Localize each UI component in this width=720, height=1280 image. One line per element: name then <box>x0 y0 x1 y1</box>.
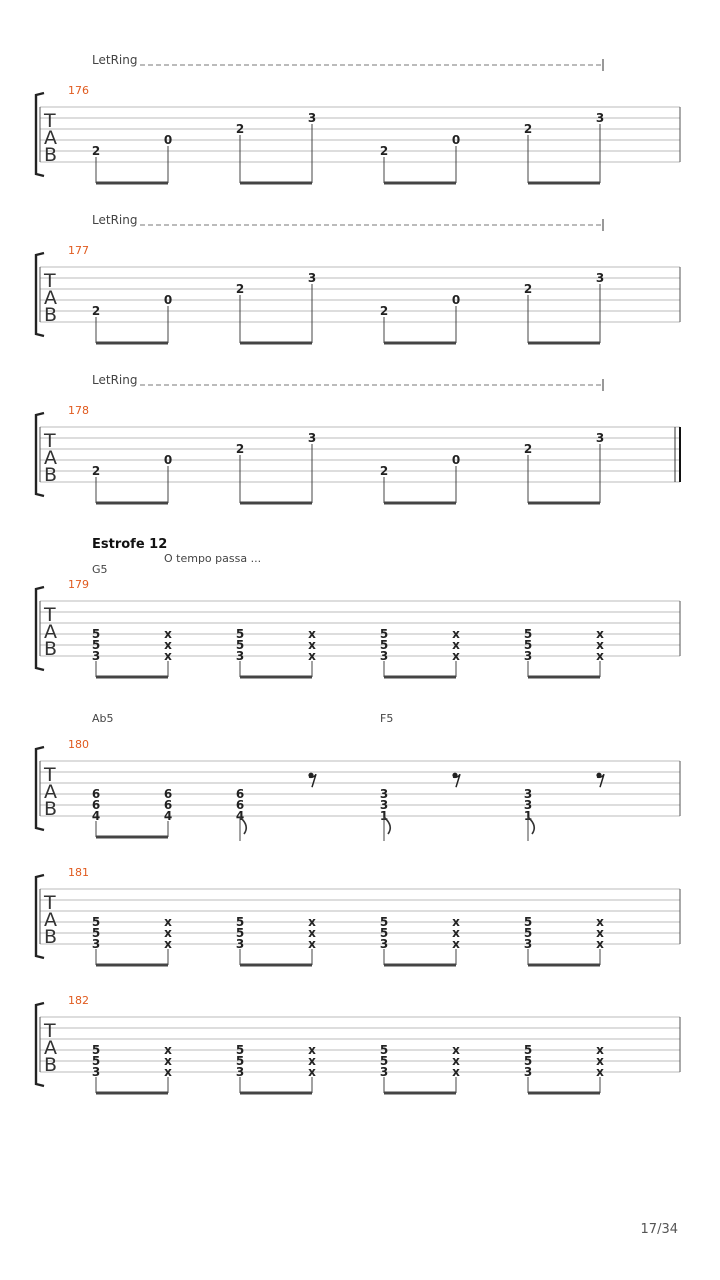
fret-number: 6 <box>235 787 245 801</box>
measure-number: 179 <box>68 578 89 591</box>
tab-system-176 <box>36 53 680 183</box>
tab-letter-a: A <box>44 909 57 931</box>
fret-number: 2 <box>91 144 101 158</box>
fret-number: 2 <box>235 282 245 296</box>
tab-system-180 <box>36 712 680 841</box>
fret-number: 5 <box>235 1054 245 1068</box>
dead-note: x <box>596 937 604 951</box>
tab-system-181 <box>36 866 680 965</box>
fret-number: 5 <box>379 926 389 940</box>
tab-letter-b: B <box>44 798 58 820</box>
eighth-rest <box>596 773 604 788</box>
dead-note: x <box>452 1054 460 1068</box>
dead-note: x <box>596 1054 604 1068</box>
tab-letter-b: B <box>44 638 58 660</box>
dead-note: x <box>164 1043 172 1057</box>
tab-system-177 <box>36 213 680 343</box>
fret-number: 2 <box>523 282 533 296</box>
tab-letter-b: B <box>44 926 58 948</box>
fret-number: 5 <box>523 1054 533 1068</box>
fret-number: 2 <box>91 464 101 478</box>
fret-number: 3 <box>235 937 245 951</box>
eighth-rest <box>308 773 316 788</box>
fret-number: 3 <box>523 1065 533 1079</box>
fret-number: 3 <box>379 649 389 663</box>
dead-note: x <box>596 1065 604 1079</box>
tab-system-182 <box>36 994 680 1093</box>
fret-number: 3 <box>523 798 533 812</box>
measure-number: 178 <box>68 404 89 417</box>
dead-note: x <box>164 1054 172 1068</box>
tab-letter-a: A <box>44 781 57 803</box>
fret-number: 2 <box>235 122 245 136</box>
fret-number: 4 <box>235 809 245 823</box>
dead-note: x <box>308 1054 316 1068</box>
fret-number: 3 <box>523 649 533 663</box>
fret-number: 3 <box>595 431 605 445</box>
fret-number: 3 <box>595 271 605 285</box>
fret-number: 5 <box>235 915 245 929</box>
fret-number: 5 <box>379 627 389 641</box>
fret-number: 6 <box>235 798 245 812</box>
let-ring-label: LetRing <box>92 53 138 67</box>
fret-number: 3 <box>235 649 245 663</box>
tab-letter-t: T <box>44 764 56 786</box>
tab-letter-t: T <box>44 430 56 452</box>
chord-name: Ab5 <box>92 712 114 725</box>
fret-number: 3 <box>523 937 533 951</box>
dead-note: x <box>164 649 172 663</box>
fret-number: 6 <box>163 787 173 801</box>
fret-number: 5 <box>523 926 533 940</box>
fret-number: 3 <box>379 798 389 812</box>
dead-note: x <box>308 627 316 641</box>
let-ring-label: LetRing <box>92 213 138 227</box>
dead-note: x <box>164 627 172 641</box>
dead-note: x <box>308 937 316 951</box>
fret-number: 3 <box>91 1065 101 1079</box>
tab-system-178 <box>36 373 680 503</box>
fret-number: 5 <box>91 926 101 940</box>
fret-number: 3 <box>91 649 101 663</box>
dead-note: x <box>452 627 460 641</box>
tab-letter-b: B <box>44 144 58 166</box>
fret-number: 5 <box>523 915 533 929</box>
dead-note: x <box>308 1065 316 1079</box>
fret-number: 5 <box>523 638 533 652</box>
tab-letter-a: A <box>44 287 57 309</box>
tab-letter-a: A <box>44 1037 57 1059</box>
fret-number: 3 <box>379 937 389 951</box>
measure-number: 182 <box>68 994 89 1007</box>
let-ring-label: LetRing <box>92 373 138 387</box>
fret-number: 0 <box>163 133 173 147</box>
chord-name: F5 <box>380 712 394 725</box>
tab-letter-b: B <box>44 1054 58 1076</box>
dead-note: x <box>596 627 604 641</box>
fret-number: 3 <box>307 431 317 445</box>
fret-number: 5 <box>523 627 533 641</box>
dead-note: x <box>164 1065 172 1079</box>
fret-number: 4 <box>91 809 101 823</box>
fret-number: 1 <box>379 809 389 823</box>
fret-number: 2 <box>379 464 389 478</box>
fret-number: 3 <box>307 111 317 125</box>
fret-number: 2 <box>523 122 533 136</box>
dead-note: x <box>308 649 316 663</box>
fret-number: 5 <box>91 627 101 641</box>
fret-number: 0 <box>163 293 173 307</box>
dead-note: x <box>308 1043 316 1057</box>
fret-number: 3 <box>379 1065 389 1079</box>
dead-note: x <box>452 1043 460 1057</box>
chord-name: G5 <box>92 563 108 576</box>
fret-number: 6 <box>91 798 101 812</box>
dead-note: x <box>596 638 604 652</box>
fret-number: 5 <box>235 638 245 652</box>
fret-number: 4 <box>163 809 173 823</box>
measure-number: 176 <box>68 84 89 97</box>
dead-note: x <box>308 915 316 929</box>
fret-number: 2 <box>91 304 101 318</box>
fret-number: 2 <box>523 442 533 456</box>
fret-number: 0 <box>451 293 461 307</box>
dead-note: x <box>308 638 316 652</box>
fret-number: 5 <box>91 1054 101 1068</box>
fret-number: 3 <box>595 111 605 125</box>
fret-number: 2 <box>235 442 245 456</box>
tab-letter-b: B <box>44 304 58 326</box>
fret-number: 5 <box>523 1043 533 1057</box>
dead-note: x <box>452 638 460 652</box>
measure-number: 180 <box>68 738 89 751</box>
tab-letter-t: T <box>44 892 56 914</box>
fret-number: 6 <box>163 798 173 812</box>
fret-number: 1 <box>523 809 533 823</box>
fret-number: 3 <box>235 1065 245 1079</box>
fret-number: 5 <box>235 926 245 940</box>
fret-number: 2 <box>379 144 389 158</box>
fret-number: 0 <box>451 133 461 147</box>
fret-number: 0 <box>451 453 461 467</box>
fret-number: 6 <box>91 787 101 801</box>
fret-number: 5 <box>91 915 101 929</box>
fret-number: 2 <box>379 304 389 318</box>
dead-note: x <box>452 1065 460 1079</box>
measure-number: 177 <box>68 244 89 257</box>
tab-system-179 <box>36 563 680 677</box>
tab-letter-b: B <box>44 464 58 486</box>
fret-number: 5 <box>379 915 389 929</box>
section-title: Estrofe 12 <box>92 537 168 552</box>
dead-note: x <box>164 915 172 929</box>
fret-number: 5 <box>235 627 245 641</box>
dead-note: x <box>164 937 172 951</box>
measure-number: 181 <box>68 866 89 879</box>
tab-letter-a: A <box>44 447 57 469</box>
dead-note: x <box>164 926 172 940</box>
dead-note: x <box>596 926 604 940</box>
dead-note: x <box>452 915 460 929</box>
lyric-text: O tempo passa ... <box>164 552 262 565</box>
dead-note: x <box>164 638 172 652</box>
fret-number: 3 <box>379 787 389 801</box>
fret-number: 3 <box>523 787 533 801</box>
fret-number: 5 <box>379 638 389 652</box>
dead-note: x <box>452 649 460 663</box>
fret-number: 5 <box>91 1043 101 1057</box>
tab-letter-t: T <box>44 270 56 292</box>
dead-note: x <box>452 926 460 940</box>
page-number: 17/34 <box>640 1222 678 1237</box>
fret-number: 0 <box>163 453 173 467</box>
tab-letter-t: T <box>44 1020 56 1042</box>
dead-note: x <box>452 937 460 951</box>
tab-letter-a: A <box>44 621 57 643</box>
dead-note: x <box>596 1043 604 1057</box>
fret-number: 5 <box>91 638 101 652</box>
dead-note: x <box>596 649 604 663</box>
tab-letter-a: A <box>44 127 57 149</box>
fret-number: 5 <box>379 1043 389 1057</box>
dead-note: x <box>308 926 316 940</box>
tab-letter-t: T <box>44 110 56 132</box>
tab-letter-t: T <box>44 604 56 626</box>
fret-number: 5 <box>235 1043 245 1057</box>
fret-number: 5 <box>379 1054 389 1068</box>
fret-number: 3 <box>307 271 317 285</box>
dead-note: x <box>596 915 604 929</box>
eighth-rest <box>452 773 460 788</box>
fret-number: 3 <box>91 937 101 951</box>
